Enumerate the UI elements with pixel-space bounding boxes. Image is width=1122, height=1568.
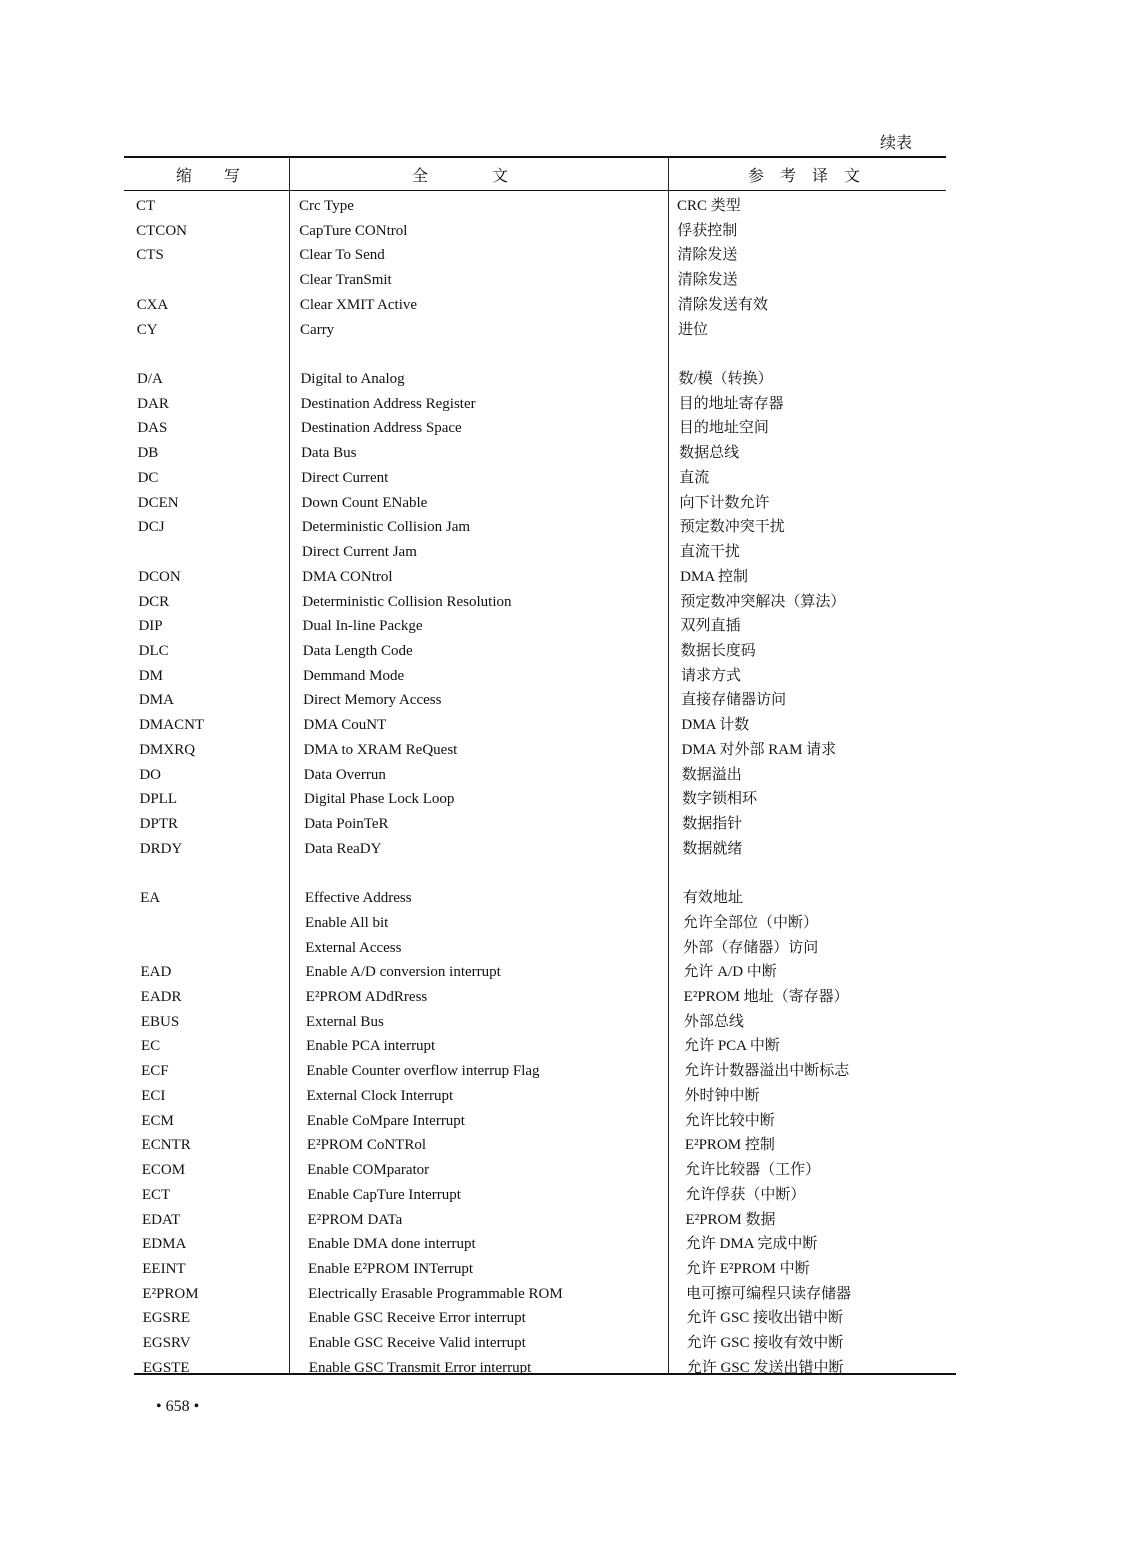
- full-text-cell: Crc Type: [299, 198, 354, 214]
- continued-label: 续表: [880, 135, 913, 152]
- abbr-cell: DC: [137, 470, 159, 486]
- full-text-cell: Demmand Mode: [302, 668, 405, 684]
- abbr-cell: CY: [136, 322, 158, 338]
- page-number: • 658 •: [156, 1398, 200, 1415]
- translation-cell: 允许 A/D 中断: [683, 964, 777, 980]
- table-row: [0, 1282, 1122, 1306]
- abbr-cell: DPLL: [139, 791, 177, 807]
- abbr-cell: DCEN: [137, 495, 179, 511]
- full-text-cell: Destination Address Space: [300, 420, 462, 436]
- translation-cell: 允许 E²PROM 中断: [685, 1261, 810, 1277]
- abbr-cell: DMA: [138, 692, 174, 708]
- translation-cell: 双列直插: [680, 618, 741, 634]
- table-row: [0, 1232, 1122, 1256]
- translation-cell: DMA 计数: [681, 717, 750, 733]
- full-text-cell: Direct Current Jam: [301, 544, 417, 560]
- translation-cell: CRC 类型: [677, 198, 741, 214]
- abbr-cell: DCJ: [137, 519, 165, 535]
- table-row: [0, 268, 1122, 292]
- table-row: [0, 985, 1122, 1009]
- header-cn: 参 考 译 文: [748, 168, 861, 185]
- translation-cell: 直流: [679, 470, 710, 486]
- abbr-cell: DPTR: [139, 816, 178, 832]
- full-text-cell: Clear TranSmit: [299, 272, 392, 288]
- full-text-cell: Data PoinTeR: [304, 816, 389, 832]
- abbr-cell: EAD: [140, 964, 172, 980]
- translation-cell: 外部总线: [683, 1014, 744, 1030]
- abbr-cell: EDAT: [141, 1212, 181, 1228]
- full-text-cell: Enable DMA done interrupt: [307, 1236, 476, 1252]
- table-row: [0, 664, 1122, 688]
- abbr-cell: DCR: [138, 594, 170, 610]
- translation-cell: 俘获控制: [677, 223, 738, 239]
- translation-cell: DMA 对外部 RAM 请求: [681, 742, 837, 758]
- full-text-cell: Clear XMIT Active: [299, 297, 418, 313]
- abbr-cell: EA: [140, 890, 161, 906]
- abbr-cell: DO: [139, 767, 162, 783]
- translation-cell: 数据长度码: [680, 643, 756, 659]
- table-row: [0, 1208, 1122, 1232]
- abbr-cell: ECOM: [141, 1162, 186, 1178]
- abbr-cell: EDMA: [142, 1236, 187, 1252]
- table-row: [0, 1158, 1122, 1182]
- full-text-cell: Clear To Send: [299, 247, 385, 263]
- translation-cell: 允许比较器（工作）: [685, 1162, 821, 1178]
- full-text-cell: Direct Current: [301, 470, 389, 486]
- table-row: [0, 466, 1122, 490]
- abbr-cell: CXA: [136, 297, 169, 313]
- header-abbr: 缩 写: [176, 168, 241, 185]
- abbr-cell: DAR: [137, 396, 169, 412]
- table-row: [0, 1306, 1122, 1330]
- table-row: [0, 763, 1122, 787]
- full-text-cell: DMA CONtrol: [302, 569, 393, 585]
- translation-cell: 有效地址: [682, 890, 743, 906]
- full-text-cell: Data Overrun: [303, 767, 386, 783]
- table-row: [0, 515, 1122, 539]
- abbr-cell: ECNTR: [141, 1137, 191, 1153]
- full-text-cell: Down Count ENable: [301, 495, 428, 511]
- translation-cell: 允许 PCA 中断: [684, 1038, 780, 1054]
- abbr-cell: DAS: [137, 420, 168, 436]
- table-row: [0, 392, 1122, 416]
- table-row: [0, 1010, 1122, 1034]
- table-row: [0, 565, 1122, 589]
- abbr-cell: D/A: [137, 371, 163, 387]
- table-row: [0, 688, 1122, 712]
- table-row: [0, 1059, 1122, 1083]
- table-row: [0, 367, 1122, 391]
- full-text-cell: Data Bus: [301, 445, 357, 461]
- full-text-cell: External Access: [305, 940, 402, 956]
- translation-cell: 直接存储器访问: [681, 692, 787, 708]
- table-row: [0, 342, 1122, 366]
- abbr-cell: EGSTE: [142, 1360, 190, 1376]
- table-row: [0, 738, 1122, 762]
- header-full: 全 文: [412, 168, 509, 185]
- abbr-cell: EEINT: [142, 1261, 186, 1277]
- full-text-cell: Data Length Code: [302, 643, 413, 659]
- abbr-cell: EBUS: [140, 1014, 180, 1030]
- full-text-cell: Enable CoMpare Interrupt: [306, 1113, 465, 1129]
- abbr-cell: DLC: [138, 643, 169, 659]
- abbr-cell: E²PROM: [142, 1286, 199, 1302]
- abbr-cell: ECM: [141, 1113, 174, 1129]
- translation-cell: 允许比较中断: [684, 1113, 775, 1129]
- full-text-cell: Data ReaDY: [304, 841, 382, 857]
- table-row: [0, 639, 1122, 663]
- translation-cell: 允许 GSC 接收有效中断: [686, 1335, 844, 1351]
- abbr-cell: CT: [136, 198, 156, 214]
- full-text-cell: DMA CouNT: [303, 717, 387, 733]
- abbr-cell: DB: [137, 445, 159, 461]
- table-row: [0, 1356, 1122, 1380]
- translation-cell: 直流干扰: [679, 544, 740, 560]
- translation-cell: 允许计数器溢出中断标志: [684, 1063, 850, 1079]
- table-row: [0, 1109, 1122, 1133]
- translation-cell: 外时钟中断: [684, 1088, 760, 1104]
- abbr-cell: EC: [140, 1038, 161, 1054]
- table-row: [0, 1084, 1122, 1108]
- abbr-cell: ECF: [141, 1063, 169, 1079]
- full-text-cell: Direct Memory Access: [303, 692, 442, 708]
- table-row: [0, 243, 1122, 267]
- full-text-cell: Enable GSC Transmit Error interrupt: [308, 1360, 532, 1376]
- table-row: [0, 1034, 1122, 1058]
- translation-cell: 目的地址寄存器: [678, 396, 784, 412]
- translation-cell: 数据指针: [682, 816, 743, 832]
- table-row: [0, 1331, 1122, 1355]
- table-row: [0, 1183, 1122, 1207]
- abbr-cell: DCON: [138, 569, 181, 585]
- translation-cell: 外部（存储器）访问: [683, 940, 819, 956]
- full-text-cell: Carry: [300, 322, 335, 338]
- translation-cell: 向下计数允许: [679, 495, 770, 511]
- translation-cell: 数/模（转换）: [678, 371, 773, 387]
- full-text-cell: Digital Phase Lock Loop: [304, 791, 455, 807]
- table-row: [0, 936, 1122, 960]
- abbr-cell: DIP: [138, 618, 163, 634]
- table-row: [0, 812, 1122, 836]
- table-row: [0, 614, 1122, 638]
- table-row: [0, 491, 1122, 515]
- full-text-cell: External Clock Interrupt: [306, 1088, 454, 1104]
- abbr-cell: DMXRQ: [139, 742, 196, 758]
- table-row: [0, 886, 1122, 910]
- full-text-cell: Enable A/D conversion interrupt: [305, 964, 501, 980]
- table-row: [0, 1133, 1122, 1157]
- translation-cell: 允许全部位（中断）: [683, 915, 819, 931]
- translation-cell: 允许 GSC 接收出错中断: [686, 1310, 844, 1326]
- table-row: [0, 787, 1122, 811]
- full-text-cell: Enable COMparator: [307, 1162, 430, 1178]
- abbr-cell: CTCON: [136, 223, 187, 239]
- table-row: [0, 1257, 1122, 1281]
- abbr-cell: DM: [138, 668, 163, 684]
- abbr-cell: EGSRE: [142, 1310, 191, 1326]
- table-row: [0, 960, 1122, 984]
- full-text-cell: Digital to Analog: [300, 371, 405, 387]
- full-text-cell: E²PROM ADdRress: [305, 989, 428, 1005]
- abbr-cell: EADR: [140, 989, 182, 1005]
- table-row: [0, 293, 1122, 317]
- abbr-cell: DMACNT: [139, 717, 205, 733]
- translation-cell: 允许 DMA 完成中断: [685, 1236, 818, 1252]
- translation-cell: 数字锁相环: [682, 791, 758, 807]
- translation-cell: 清除发送: [677, 272, 738, 288]
- translation-cell: 目的地址空间: [678, 420, 769, 436]
- full-text-cell: Enable Counter overflow interrup Flag: [306, 1063, 540, 1079]
- full-text-cell: Deterministic Collision Resolution: [302, 594, 512, 610]
- abbr-cell: ECI: [141, 1088, 166, 1104]
- full-text-cell: Enable PCA interrupt: [306, 1038, 436, 1054]
- translation-cell: 预定数冲突解决（算法）: [680, 594, 846, 610]
- full-text-cell: E²PROM CoNTRol: [306, 1137, 427, 1153]
- table-row: [0, 540, 1122, 564]
- full-text-cell: Enable All bit: [305, 915, 389, 931]
- translation-cell: 清除发送有效: [677, 297, 768, 313]
- translation-cell: 数据就绪: [682, 841, 743, 857]
- table-row: [0, 911, 1122, 935]
- table-row: [0, 219, 1122, 243]
- table-header-rule: [124, 190, 946, 191]
- table-row: [0, 713, 1122, 737]
- translation-cell: 清除发送: [677, 247, 738, 263]
- translation-cell: 进位: [678, 322, 709, 338]
- table-row: [0, 318, 1122, 342]
- table-row: [0, 590, 1122, 614]
- full-text-cell: Electrically Erasable Programmable ROM: [308, 1286, 563, 1302]
- table-row: [0, 861, 1122, 885]
- full-text-cell: Deterministic Collision Jam: [301, 519, 471, 535]
- translation-cell: 允许俘获（中断）: [685, 1187, 806, 1203]
- full-text-cell: Enable GSC Receive Valid interrupt: [308, 1335, 526, 1351]
- translation-cell: 预定数冲突干扰: [679, 519, 785, 535]
- translation-cell: 数据总线: [679, 445, 740, 461]
- full-text-cell: E²PROM DATa: [307, 1212, 403, 1228]
- full-text-cell: Enable E²PROM INTerrupt: [307, 1261, 474, 1277]
- translation-cell: E²PROM 数据: [685, 1212, 776, 1228]
- table-row: [0, 416, 1122, 440]
- full-text-cell: Enable CapTure Interrupt: [307, 1187, 461, 1203]
- abbr-cell: EGSRV: [142, 1335, 191, 1351]
- translation-cell: E²PROM 控制: [684, 1137, 775, 1153]
- translation-cell: 请求方式: [680, 668, 741, 684]
- full-text-cell: Destination Address Register: [300, 396, 476, 412]
- full-text-cell: Effective Address: [304, 890, 412, 906]
- translation-cell: DMA 控制: [680, 569, 749, 585]
- abbr-cell: ECT: [141, 1187, 171, 1203]
- abbr-cell: CTS: [136, 247, 164, 263]
- full-text-cell: External Bus: [305, 1014, 384, 1030]
- table-top-rule: [124, 156, 946, 158]
- full-text-cell: DMA to XRAM ReQuest: [303, 742, 458, 758]
- translation-cell: E²PROM 地址（寄存器）: [683, 989, 849, 1005]
- table-row: [0, 837, 1122, 861]
- translation-cell: 电可擦可编程只读存储器: [686, 1286, 852, 1302]
- translation-cell: 数据溢出: [681, 767, 742, 783]
- full-text-cell: Dual In-line Packge: [302, 618, 423, 634]
- table-row: [0, 441, 1122, 465]
- translation-cell: 允许 GSC 发送出错中断: [686, 1360, 844, 1376]
- full-text-cell: Enable GSC Receive Error interrupt: [308, 1310, 526, 1326]
- abbr-cell: DRDY: [139, 841, 183, 857]
- full-text-cell: CapTure CONtrol: [299, 223, 408, 239]
- table-row: [0, 194, 1122, 218]
